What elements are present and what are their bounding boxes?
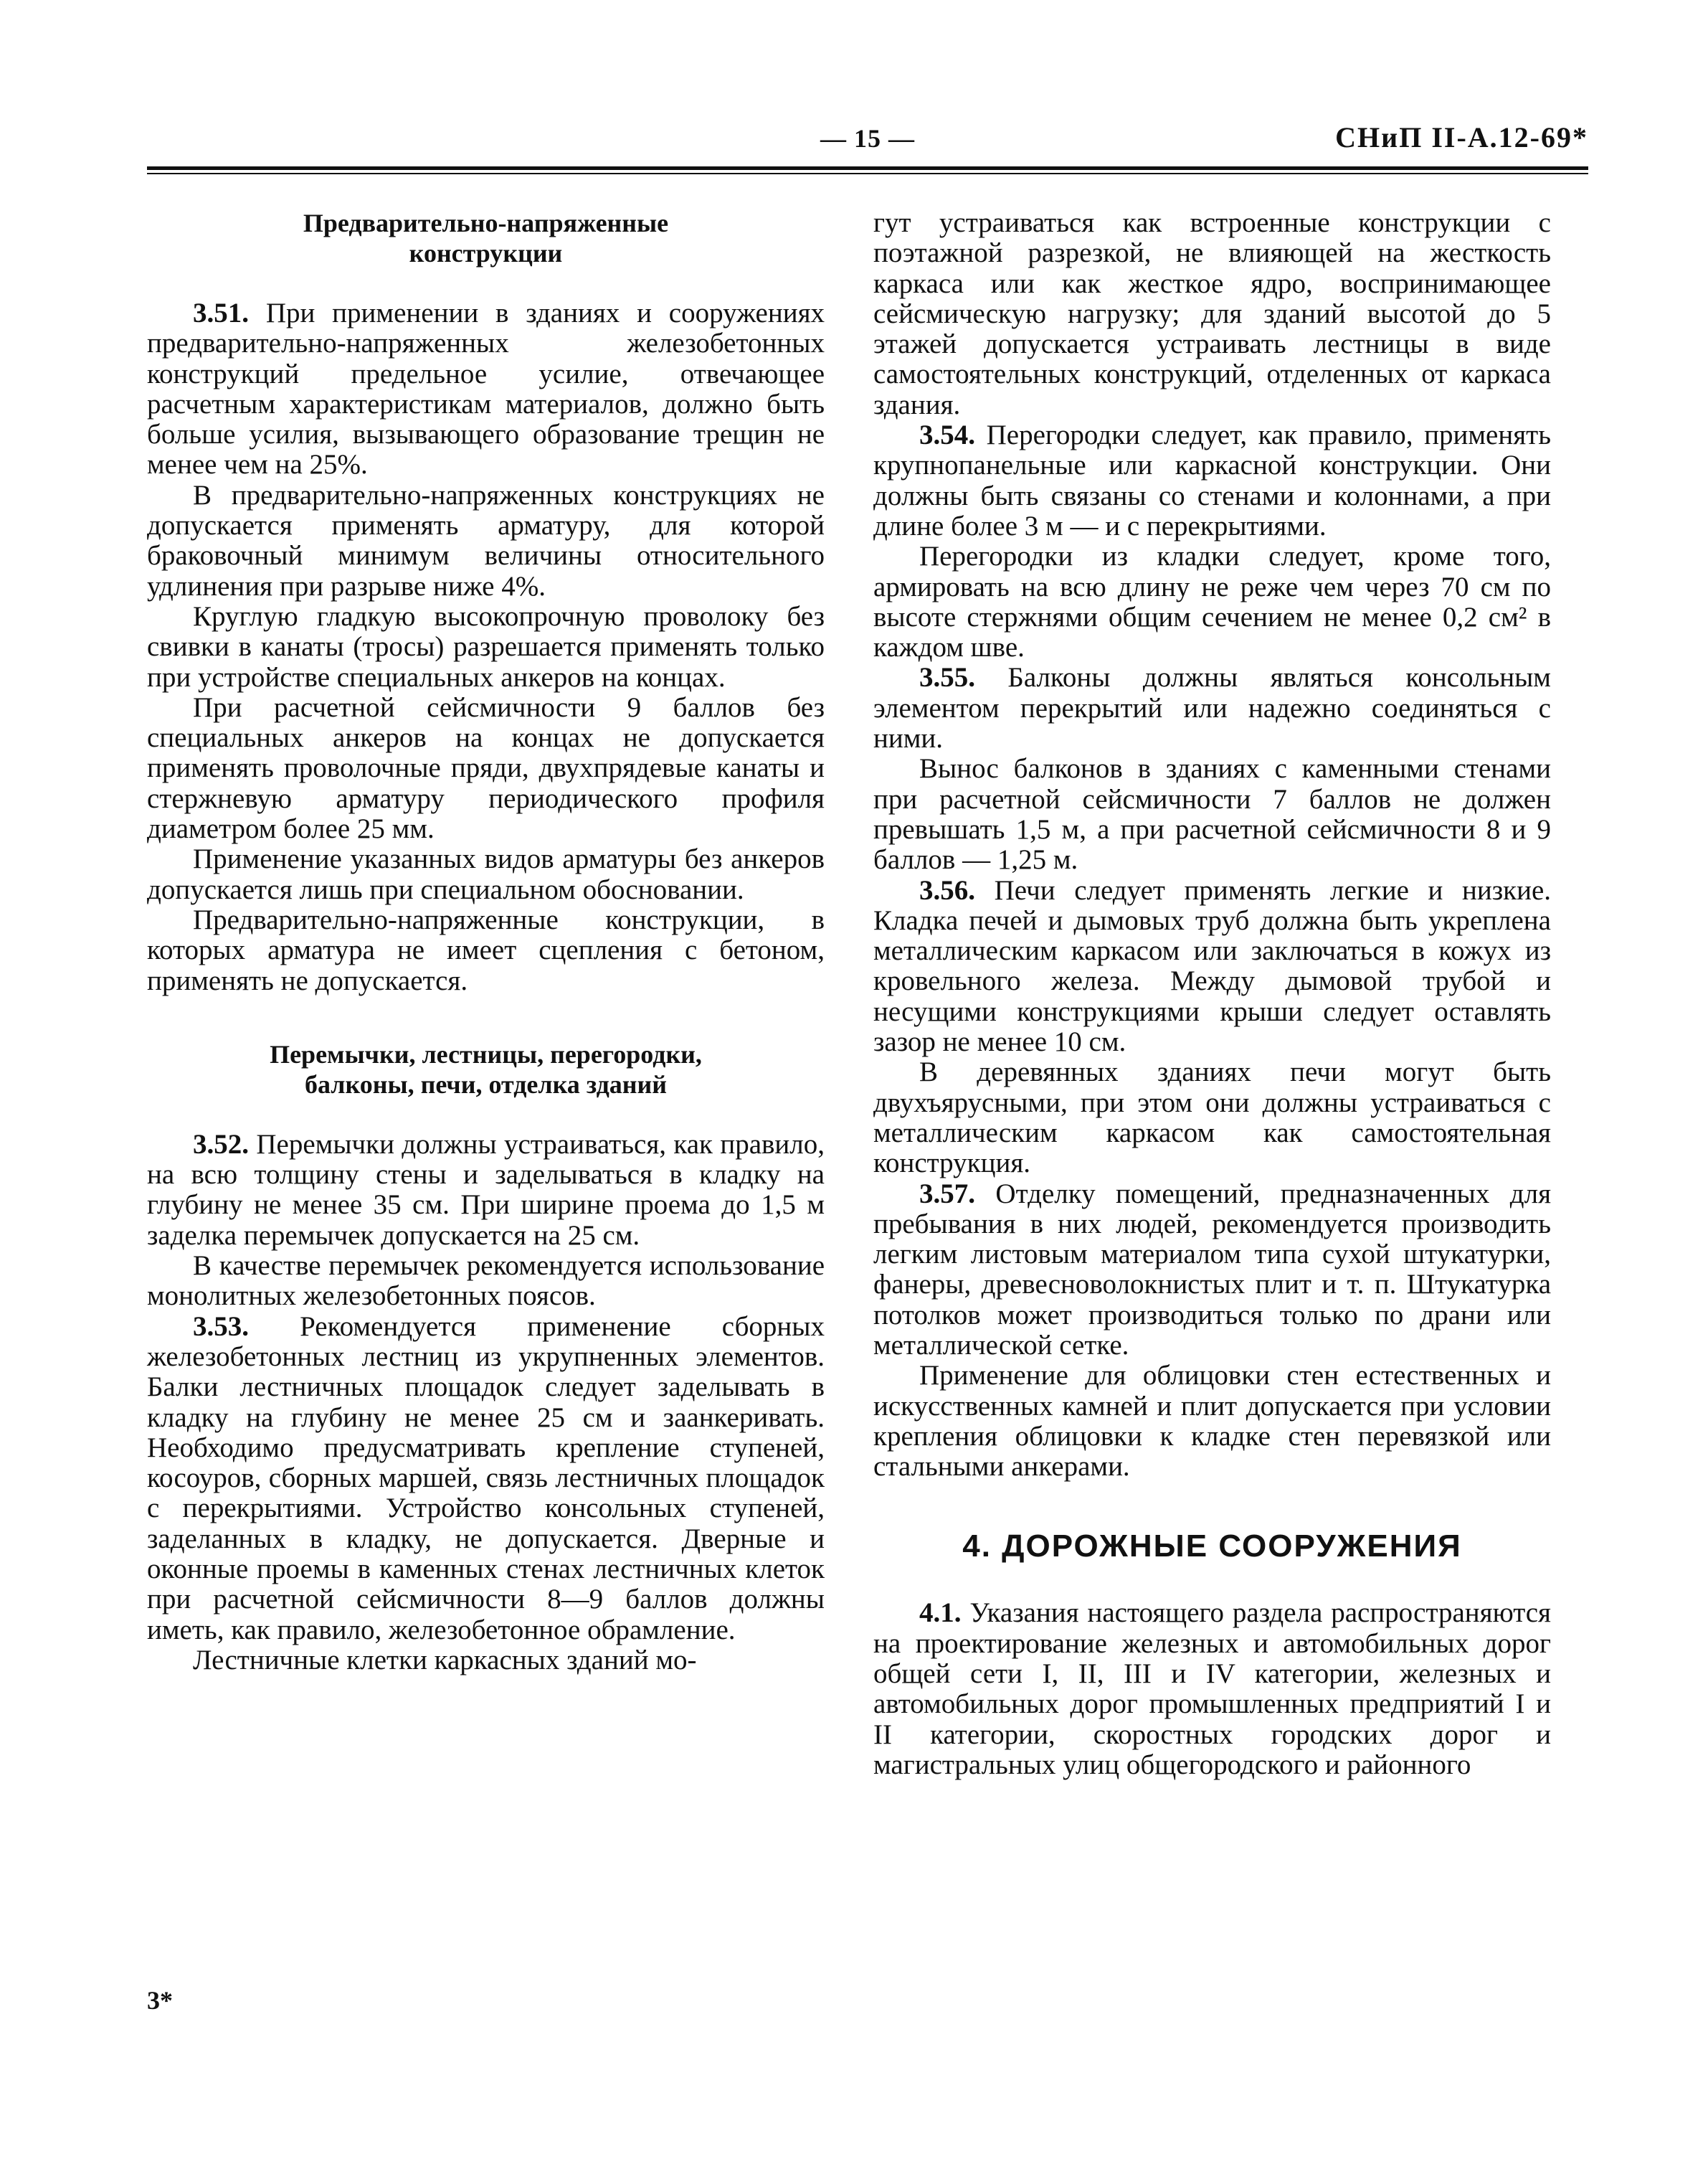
paragraph-text: Отделку помещений, предназначенных для пребывания в них людей, рекомендуется производить легким листовым материалом типа сухой штукатурки, фанеры, древесноволокнистых плит и т. п. Штукатурка потолков может производиться только по драни или металлической сетке. — [873, 1178, 1552, 1361]
paragraph-3-57 — [873, 1179, 1551, 1361]
paragraph-3-51 — [147, 298, 825, 481]
heading-prestressed-line1: Предварительно-напряженные — [303, 209, 669, 237]
right-column — [873, 208, 1551, 1780]
paragraph-text: Балконы должны являться консольным элементом перекрытий или надежно соединяться с ними. — [873, 662, 1551, 755]
paragraph-3-51-c: При расчетной сейсмичности 9 баллов без специальных анкеров на концах не допускается применять проволочные пряди, двухпрядевые канаты и стержневую арматуру периодического профиля диаметром более 25 мм. — [147, 691, 825, 845]
document-code: СНиП II-А.12-69* — [1335, 121, 1588, 153]
paragraph-text: Указания настоящего раздела распространяются на проектирование железных и автомобильных дорог общей сети I, II, III и IV категории, железных и автомобильных дорог промышленных предприятий I и II категории, скоростных городских дорог и магистральных улиц общегородского и районного — [873, 1597, 1551, 1780]
paragraph-3-51-e: Предварительно-напряженные конструкции, в которых арматура не имеет сцепления с бетоном, применять не допускается. — [147, 904, 825, 996]
heading-lintels-line1: Перемычки, лестницы, перегородки, — [270, 1039, 702, 1069]
signature-mark: 3* — [147, 1986, 173, 2015]
clause-number: 4.1. — [919, 1597, 962, 1629]
left-column — [147, 208, 825, 1675]
paragraph-3-51-a: В предварительно-напряженных конструкциях не допускается применять арматуру, для которой браковочный минимум величины относительного удлинения при разрыве ниже 4%. — [147, 479, 825, 602]
paragraph-3-54 — [873, 420, 1551, 542]
heading-prestressed-line2: конструкции — [409, 239, 563, 268]
paragraph-3-56-a: В деревянных зданиях печи могут быть двухъярусными, при этом они должны устраиваться с металлическим каркасом как самостоятельная конструкция. — [873, 1056, 1551, 1179]
section-title: 4. ДОРОЖНЫЕ СООРУЖЕНИЯ — [962, 1528, 1462, 1564]
paragraph-3-53-a: Лестничные клетки каркасных зданий мо- — [193, 1644, 697, 1675]
paragraph-3-55 — [873, 663, 1551, 754]
heading-prestressed — [147, 208, 825, 268]
paragraph-text: Печи следует применять легкие и низкие. Кладка печей и дымовых труб должна быть укреплена металлическим каркасом или заключаться в кожух из кровельного железа. Между дымовой трубой и несущими конструкциями крыши следует оставлять зазор не менее 10 см. — [873, 874, 1552, 1058]
paragraph-3-52-a: В качестве перемычек рекомендуется использование монолитных железобетонных поясов. — [147, 1250, 825, 1312]
heading-lintels — [147, 1039, 825, 1100]
clause-number: 3.54. — [919, 420, 975, 451]
heading-lintels-line2: балконы, печи, отделка зданий — [304, 1069, 668, 1099]
paragraph-3-54-a: Перегородки из кладки следует, кроме того, армировать на всю длину не реже чем через 70 см по высоте стержнями общим сечением не менее 0,2 см² в каждом шве. — [873, 541, 1551, 663]
paragraph-3-56 — [873, 876, 1551, 1058]
paragraph-3-55-a: Вынос балконов в зданиях с каменными стенами при расчетной сейсмичности 7 баллов не должен превышать 1,5 м, а при расчетной сейсмичности 8 и 9 баллов — 1,25 м. — [873, 753, 1551, 876]
clause-number: 3.55. — [919, 662, 975, 694]
clause-number: 3.56. — [919, 874, 975, 906]
paragraph-text: Перемычки должны устраиваться, как правило, на всю толщину стены и заделываться в кладку на глубину не менее 35 см. При ширине проема до 1,5 м заделка перемычек допускается на 25 см. — [147, 1128, 825, 1251]
paragraph-3-51-d: Применение указанных видов арматуры без анкеров допускается лишь при специальном обосновании. — [147, 843, 825, 905]
paragraph-3-51-b: Круглую гладкую высокопрочную проволоку без свивки в канаты (тросы) разрешается применять только при устройстве специальных анкеров на концах. — [147, 600, 825, 693]
paragraph-text: Рекомендуется применение сборных железобетонных лестниц из укрупненных элементов. Балки лестничных площадок следует заделывать в кладку на глубину не менее 25 см и заанкеривать. Необходимо предусматривать крепление ступеней, косоуров, сборных маршей, связь лестничных площадок с перекрытиями. Устройство консольных ступеней, заделанных в кладку, не допускается. Дверные и оконные проемы в каменных стенах лестничных клеток при расчетной сейсмичности 8—9 баллов должны иметь, как правило, железобетонное обрамление. — [147, 1310, 825, 1645]
page-number: — 15 — — [820, 124, 915, 153]
paragraph-text: Перегородки следует, как правило, применять крупнопанельные или каркасной конструкции. Они должны быть связаны со стенами и колоннами, а при длине более 3 м — и с перекрытиями. — [873, 420, 1551, 542]
clause-number: 3.51. — [193, 298, 249, 328]
paragraph-3-57-a: Применение для облицовки стен естественных и искусственных камней и плит допускается при условии крепления облицовки к кладке стен перевязкой или стальными анкерами. — [873, 1360, 1551, 1483]
paragraph-continuation: гут устраиваться как встроенные конструкции с поэтажной разрезкой, не влияющей на жесткость каркаса или как жесткое ядро, воспринимающее сейсмическую нагрузку; для зданий высотой до 5 этажей допускается устраивать лестницы в виде самостоятельных конструкций, отделенных от каркаса здания. — [873, 207, 1551, 420]
clause-number: 3.52. — [193, 1128, 249, 1160]
clause-number: 3.57. — [919, 1178, 975, 1209]
paragraph-text: При применении в зданиях и сооружениях предварительно-напряженных железобетонных конструкций предельное усилие, отвечающее расчетным характеристикам материалов, должно быть больше усилия, вызывающего образование трещин не менее чем на 25%. — [147, 298, 825, 481]
paragraph-3-53 — [147, 1312, 825, 1645]
page-header — [147, 120, 1588, 171]
paragraph-3-52 — [147, 1130, 825, 1251]
paragraph-4-1 — [873, 1598, 1551, 1780]
header-rule — [147, 166, 1588, 170]
header-rule-thin — [147, 173, 1588, 174]
clause-number: 3.53. — [193, 1310, 249, 1342]
